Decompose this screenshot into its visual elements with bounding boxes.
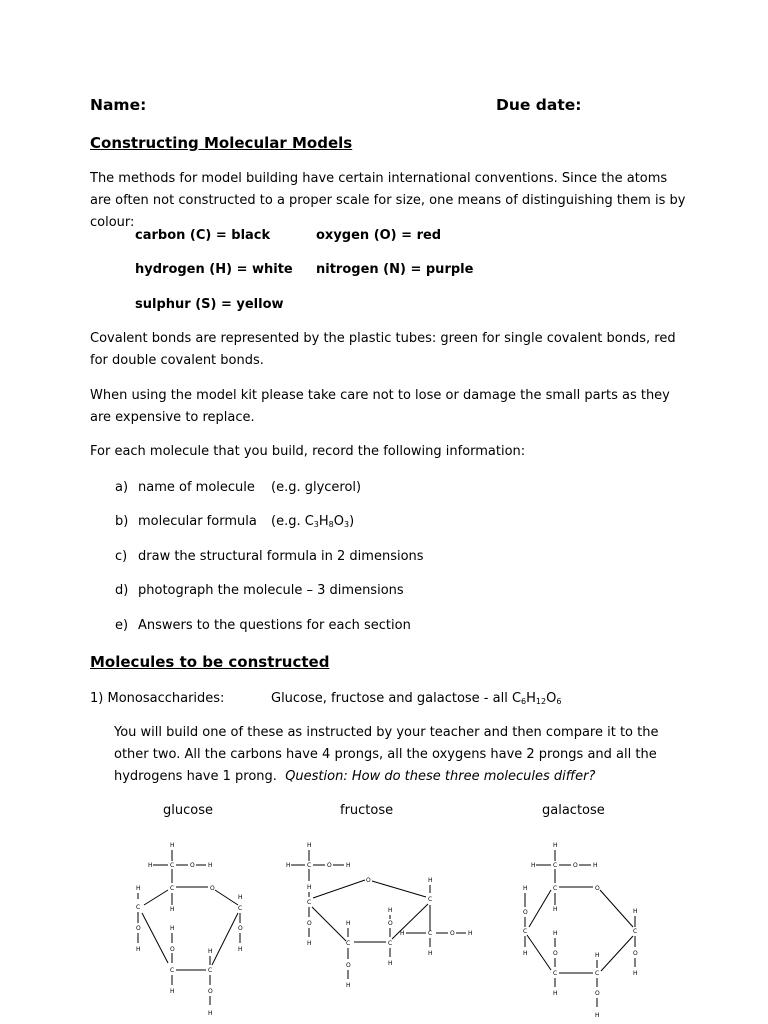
atom-h: H [170,988,175,995]
atom-h: H [633,970,638,977]
list-example-formula: (e.g. $C_3H_8O_3$) [271,514,355,529]
atom-o: O [595,990,600,997]
atom-h: H [170,925,175,932]
atom-c: C [307,862,312,869]
bond-line [142,913,168,963]
atom-h: H [170,842,175,849]
bond-line [212,913,238,965]
colour-nitrogen: nitrogen (N) = purple [316,262,474,277]
bond-line [144,890,168,905]
atom-h: H [428,877,433,884]
galactose-label: galactose [542,803,605,818]
list-mark-d: d) [115,583,129,598]
atom-o: O [523,909,528,916]
atom-h: H [307,842,312,849]
list-example-glycerol: (e.g. glycerol) [271,480,362,495]
atom-o: O [450,930,455,937]
atom-h: H [428,950,433,957]
question-text: Question: How do these three molecules differ? [285,769,596,784]
colour-hydrogen: hydrogen (H) = white [135,262,293,277]
atom-h: H [553,842,558,849]
atom-h: H [136,885,141,892]
atom-o: O [190,862,195,869]
atom-o: O [307,920,312,927]
bond-line [372,881,426,897]
atom-h: H [307,940,312,947]
monosaccharides-formula: Glucose, fructose and galactose - all $C_6H_{12}O_6$ [271,691,562,706]
list-mark-c: c) [115,549,128,564]
atom-h: H [286,862,291,869]
galactose-structure [505,835,655,1024]
atom-c: C [170,885,175,892]
atom-o: O [553,950,558,957]
atom-h: H [553,990,558,997]
atom-c: C [307,899,312,906]
atom-c: C [633,928,638,935]
atom-h: H [388,907,393,914]
list-item-structural: draw the structural formula in 2 dimensions [138,549,424,564]
atom-c: C [553,970,558,977]
due-date-label: Due date: [496,96,582,114]
bond-line [313,880,365,898]
list-item-name: name of molecule [138,480,255,495]
atom-o: O [170,946,175,953]
atom-h: H [238,946,243,953]
atom-c: C [170,862,175,869]
list-item-photograph: photograph the molecule – 3 dimensions [138,583,404,598]
atom-c: C [553,862,558,869]
atom-o: O [366,877,371,884]
atom-h: H [523,885,528,892]
atom-h: H [136,946,141,953]
list-mark-e: e) [115,618,129,633]
bond-line [392,904,428,939]
list-mark-b: b) [115,514,129,529]
atom-h: H [346,862,351,869]
atom-o: O [208,988,213,995]
page-title: Constructing Molecular Models [90,134,353,152]
atom-o: O [210,885,215,892]
glucose-structure [120,835,260,1024]
instructions-paragraph: You will build one of these as instructed by your teacher and then compare it to the other two. All the carbons have 4 prongs, all the oxygens have 2 prongs and all the hydrogens have 1 prong. Question: How do these three molecules differ? [114,725,659,784]
atom-h: H [170,906,175,913]
atom-c: C [595,970,600,977]
colour-sulphur: sulphur (S) = yellow [135,297,284,312]
bond-line [601,936,633,971]
list-mark-a: a) [115,480,129,495]
intro-paragraph: The methods for model building have certain international conventions. Since the atoms are often not constructed to a proper scale for size, one means of distinguishing them is by colour: [90,171,686,230]
monosaccharides-label: 1) Monosaccharides: [90,691,225,706]
section-title: Molecules to be constructed [90,653,330,671]
bond-line [215,890,238,905]
atom-h: H [346,920,351,927]
bonds-paragraph: Covalent bonds are represented by the plastic tubes: green for single covalent bonds, red for double covalent bonds. [90,331,676,368]
atom-o: O [388,920,393,927]
atom-h: H [531,862,536,869]
atom-c: C [170,967,175,974]
atom-c: C [428,930,433,937]
bond-line [312,907,346,941]
atom-h: H [595,952,600,959]
atom-h: H [346,982,351,989]
atom-o: O [573,862,578,869]
atom-h: H [208,1010,213,1017]
list-item-answers: Answers to the questions for each section [138,618,411,633]
record-paragraph: For each molecule that you build, record the following information: [90,444,526,459]
colour-carbon: carbon (C) = black [135,228,271,243]
bond-line [527,935,551,970]
atom-h: H [468,930,473,937]
atom-h: H [553,930,558,937]
atom-h: H [400,930,405,937]
atom-c: C [388,940,393,947]
atom-o: O [238,925,243,932]
atom-o: O [595,885,600,892]
atom-c: C [208,967,213,974]
atom-h: H [208,862,213,869]
atom-h: H [523,950,528,957]
atom-c: C [523,928,528,935]
atom-o: O [327,862,332,869]
atom-c: C [136,904,141,911]
atom-o: O [346,962,351,969]
atom-c: C [428,896,433,903]
bond-line [600,890,633,927]
atom-h: H [208,948,213,955]
fructose-structure [280,835,480,995]
colour-oxygen: oxygen (O) = red [316,228,442,243]
fructose-label: fructose [340,803,394,818]
atom-h: H [553,906,558,913]
atom-h: H [593,862,598,869]
atom-h: H [238,894,243,901]
atom-h: H [595,1012,600,1019]
atom-h: H [148,862,153,869]
atom-c: C [238,905,243,912]
atom-h: H [388,960,393,967]
care-paragraph: When using the model kit please take care not to lose or damage the small parts as they are expensive to replace. [90,388,670,425]
atom-o: O [633,950,638,957]
atom-c: C [553,885,558,892]
list-item-formula: molecular formula [138,514,257,529]
atom-c: C [346,940,351,947]
bond-line [529,890,551,927]
atom-h: H [307,884,312,891]
atom-h: H [633,908,638,915]
name-label: Name: [90,96,147,114]
atom-o: O [136,925,141,932]
glucose-label: glucose [163,803,213,818]
